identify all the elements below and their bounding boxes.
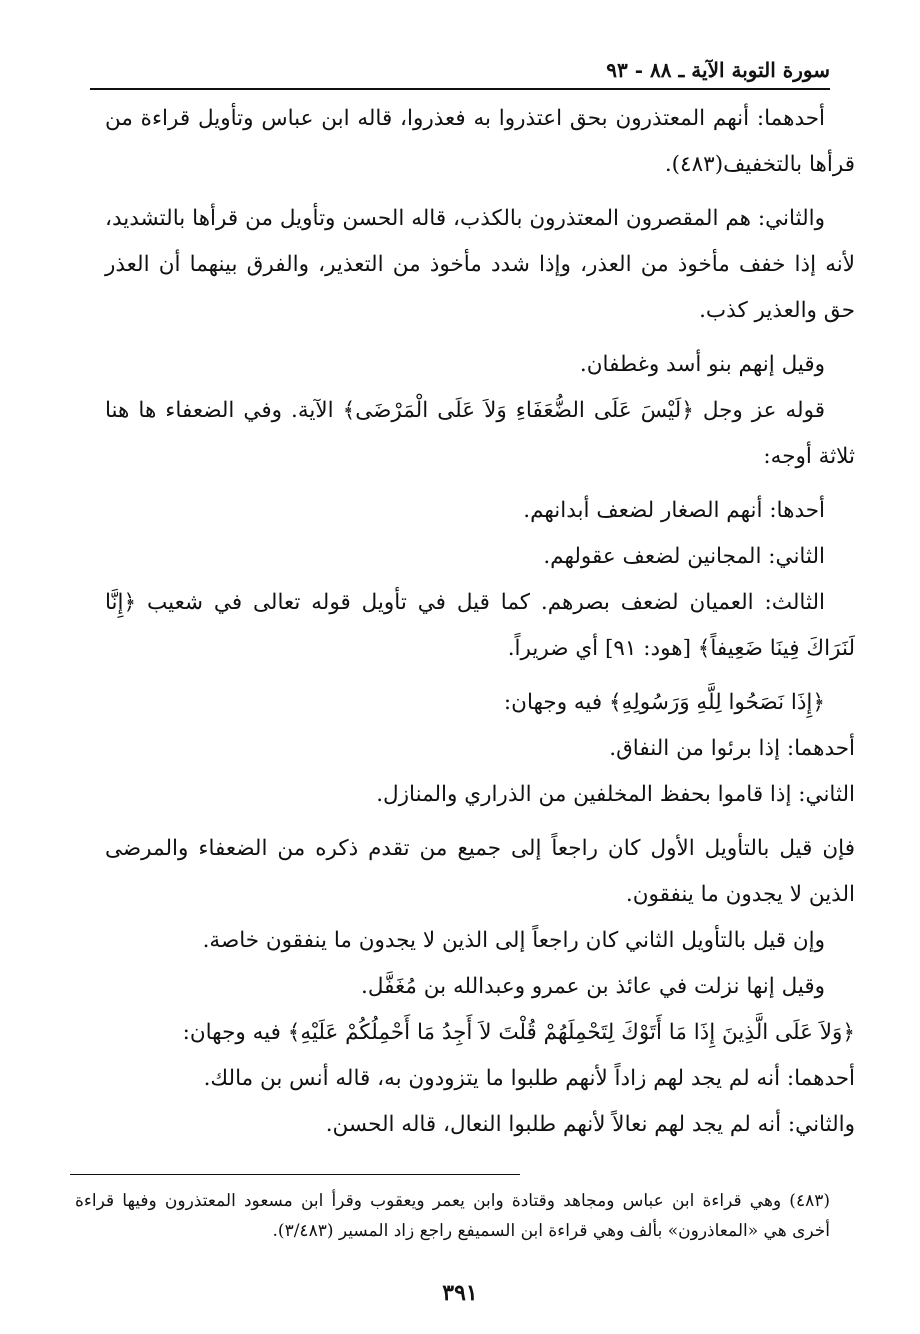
paragraph: والثاني: هم المقصرون المعتذرون بالكذب، قاله الحسن وتأويل من قرأها بالتشديد، لأنه إذا خفف مأخوذ من العذر، وإذا شدد مأخوذ من التعذير، والفرق بينهما أن العذر حق والعذير كذب. bbox=[105, 206, 855, 323]
paragraph: وقيل إنهم بنو أسد وغطفان. bbox=[579, 352, 825, 377]
paragraph: والثاني: أنه لم يجد لهم نعالاً لأنهم طلبوا النعال، قاله الحسن. bbox=[325, 1112, 855, 1137]
paragraph: أحدهما: أنهم المعتذرون بحق اعتذروا به فعذروا، قاله ابن عباس وتأويل قراءة من قرأها بالتخفيف(٤٨٣). bbox=[105, 106, 855, 177]
main-text bbox=[105, 96, 855, 1148]
paragraph: وقيل إنها نزلت في عائذ بن عمرو وعبدالله بن مُغَفَّل. bbox=[361, 974, 825, 999]
paragraph: أحدهما: أنه لم يجد لهم زاداً لأنهم طلبوا ما يتزودون به، قاله أنس بن مالك. bbox=[203, 1066, 855, 1091]
footnote-divider bbox=[70, 1174, 520, 1175]
paragraph: الثالث: العميان لضعف بصرهم. كما قيل في تأويل قوله تعالى في شعيب ﴿إِنَّا لَنَرَاكَ فِينَا ضَعِيفاً﴾ [هود: ٩١] أي ضريراً. bbox=[105, 590, 855, 661]
paragraph: ﴿وَلاَ عَلَى الَّذِينَ إِذَا مَا أَتَوْكَ لِتَحْمِلَهُمْ قُلْتَ لاَ أَجِدُ مَا أَحْمِلُكُمْ عَلَيْهِ﴾ فيه وجهان: bbox=[182, 1020, 855, 1045]
header-title: سورة التوبة الآية ـ ٨٨ - ٩٣ bbox=[606, 58, 830, 82]
paragraph: أحدهما: إذا برئوا من النفاق. bbox=[609, 736, 855, 761]
paragraph: قوله عز وجل ﴿لَيْسَ عَلَى الضُّعَفَاءِ وَلاَ عَلَى الْمَرْضَى﴾ الآية. وفي الضعفاء ها هنا ثلاثة أوجه: bbox=[105, 398, 855, 469]
paragraph: ﴿إِذَا نَصَحُوا لِلَّهِ وَرَسُولِهِ﴾ فيه وجهان: bbox=[503, 690, 825, 715]
footnotes bbox=[75, 1186, 830, 1246]
paragraph: الثاني: المجانين لضعف عقولهم. bbox=[543, 544, 825, 569]
page-number: ٣٩١ bbox=[442, 1280, 478, 1306]
paragraph: أحدها: أنهم الصغار لضعف أبدانهم. bbox=[523, 498, 825, 523]
paragraph: فإن قيل بالتأويل الأول كان راجعاً إلى جميع من تقدم ذكره من الضعفاء والمرضى الذين لا يجدون ما ينفقون. bbox=[105, 836, 855, 907]
paragraph: الثاني: إذا قاموا بحفظ المخلفين من الذراري والمنازل. bbox=[376, 782, 855, 807]
footnote: (٤٨٣) وهي قراءة ابن عباس ومجاهد وقتادة وابن يعمر ويعقوب وقرأ ابن مسعود المعتذرون وفيها قراءة أخرى هي «المعاذرون» بألف وهي قراءة ابن السميفع راجع زاد المسير (٣/٤٨٣). bbox=[75, 1191, 830, 1241]
running-header bbox=[90, 52, 830, 90]
paragraph: وإن قيل بالتأويل الثاني كان راجعاً إلى الذين لا يجدون ما ينفقون خاصة. bbox=[202, 928, 825, 953]
